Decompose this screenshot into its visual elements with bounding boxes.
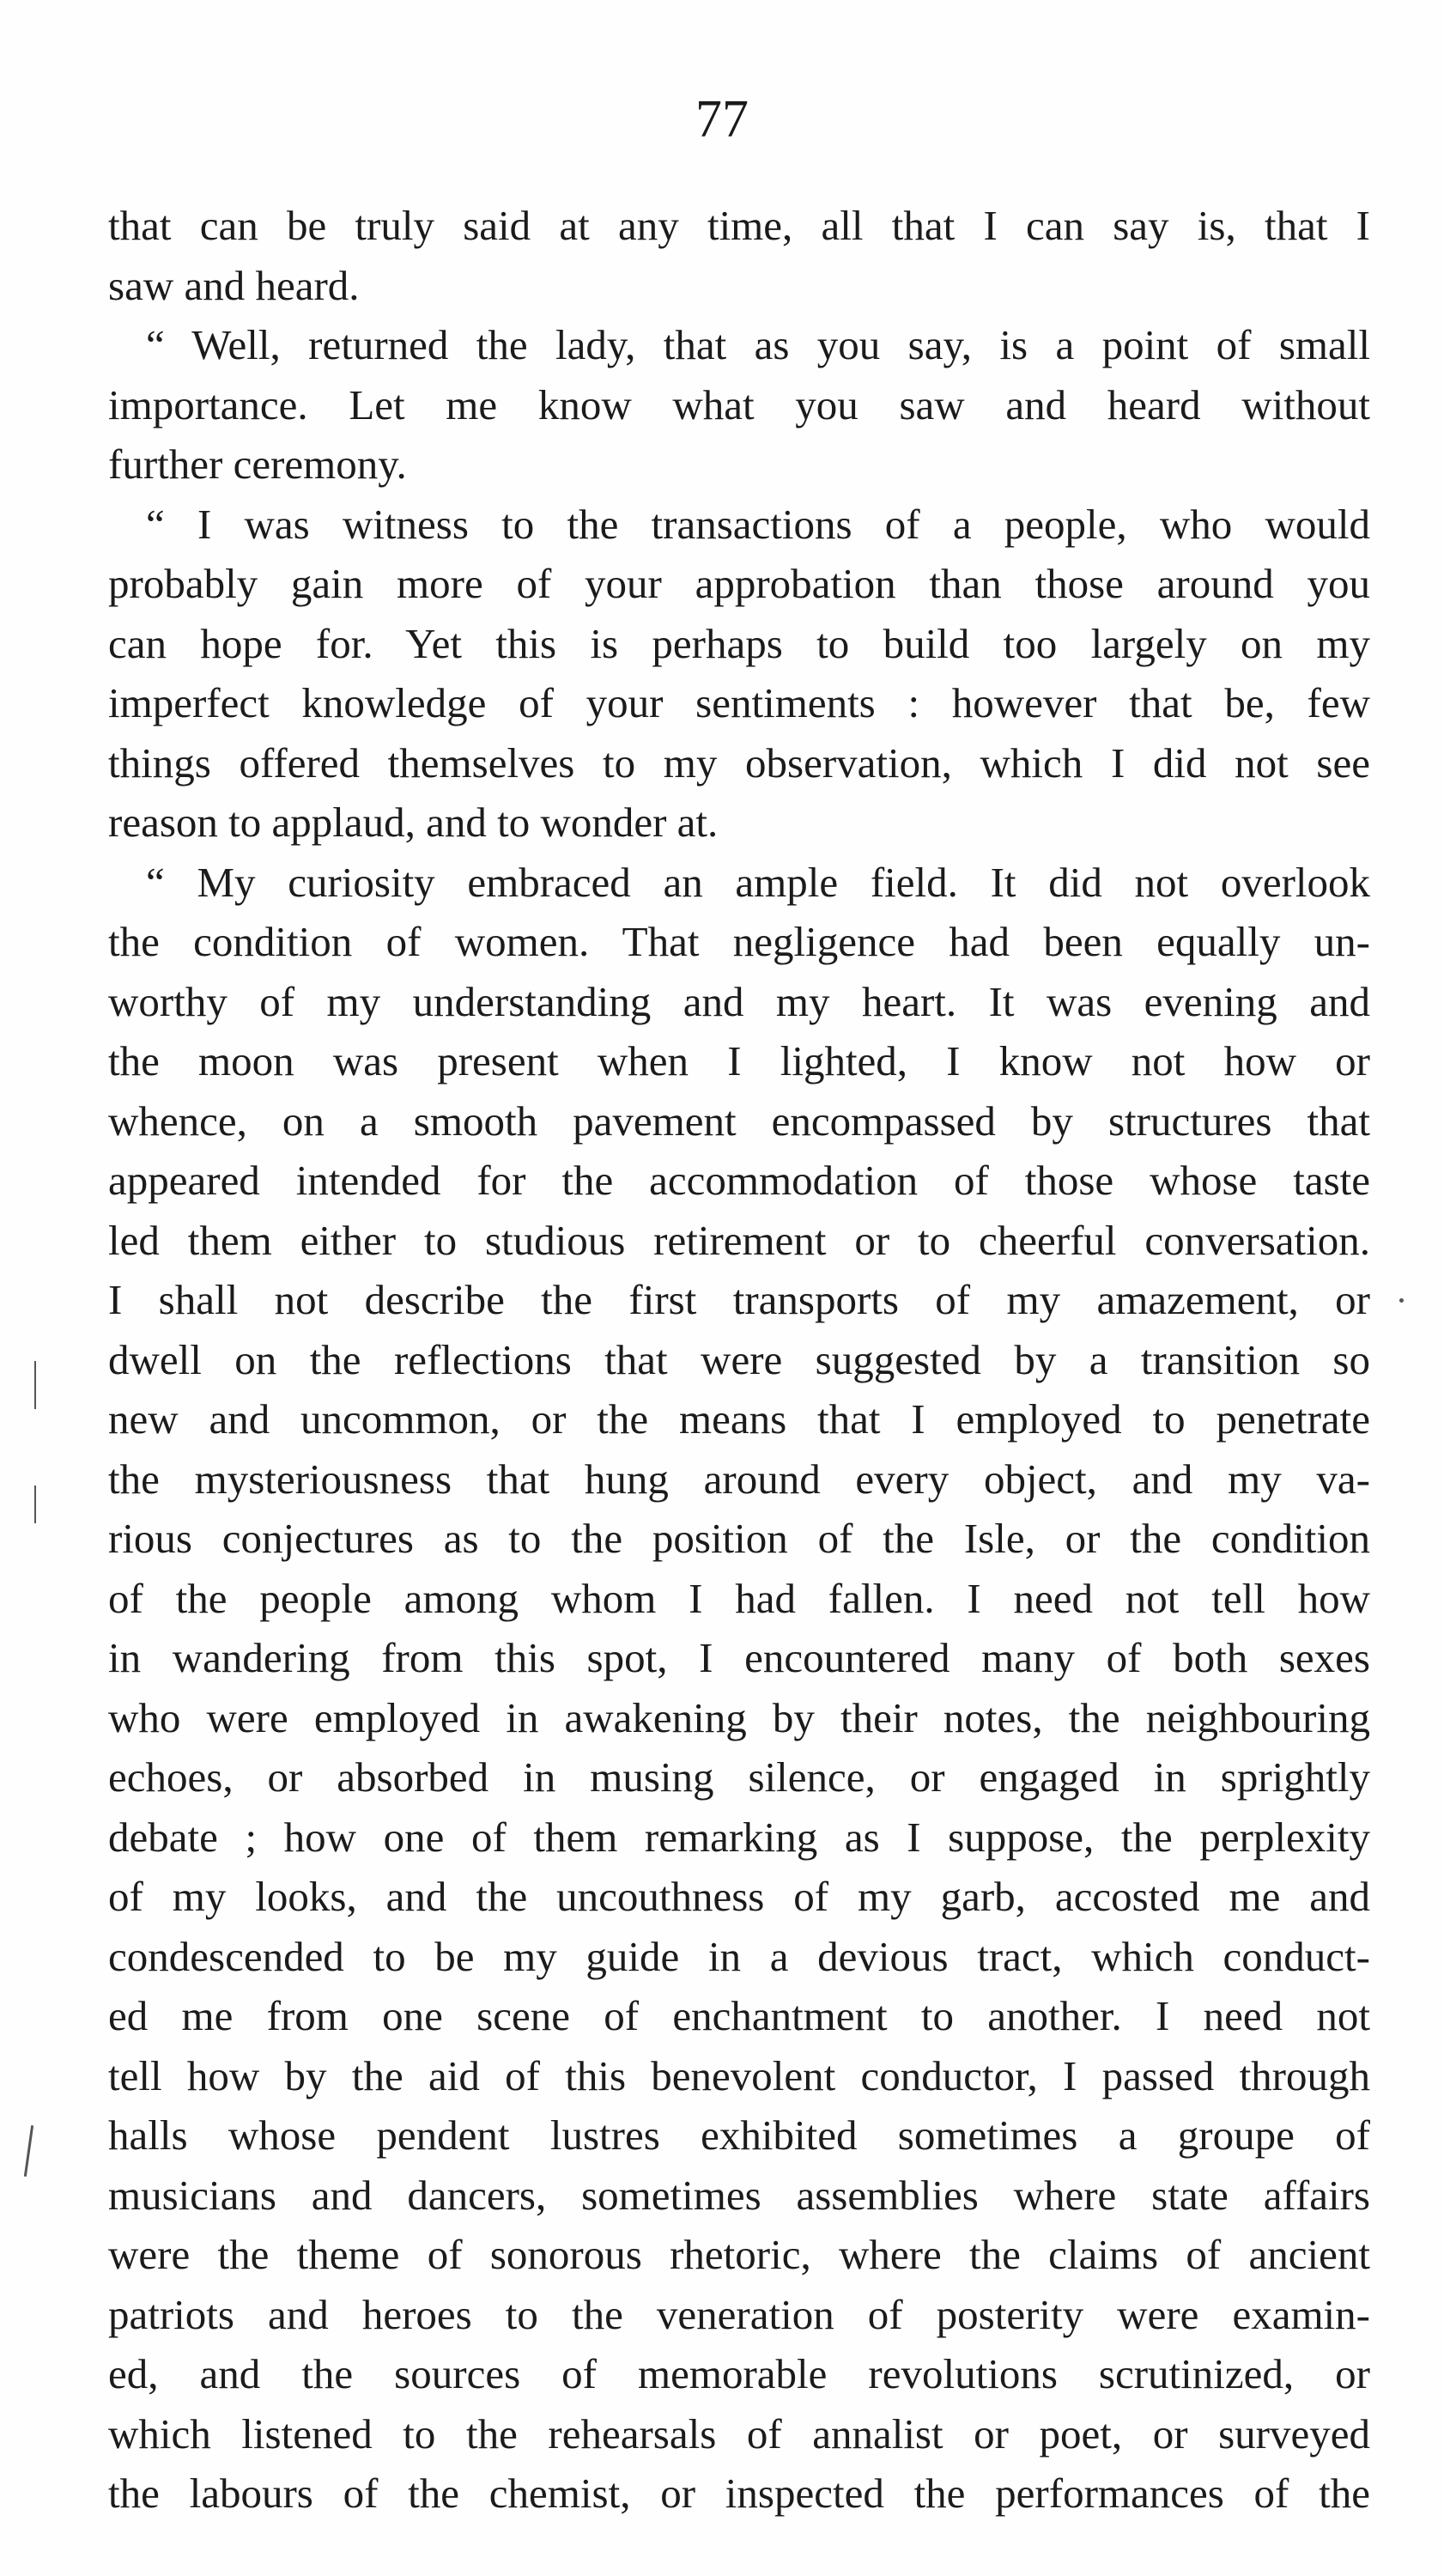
text-line: that can be truly said at any time, all that I can say is, that I (108, 202, 1370, 249)
text-line: the mysteriousness that hung around every object, and my va- (108, 1455, 1370, 1503)
text-line: I shall not describe the first transports of my amazement, or (108, 1276, 1370, 1323)
text-line: “ My curiosity embraced an ample field. It did not overlook (146, 858, 1370, 906)
text-line: importance. Let me know what you saw and heard without (108, 380, 1370, 428)
text-line: led them either to studious retirement or to cheerful conversation. (108, 1216, 1370, 1264)
margin-mark (34, 1485, 36, 1523)
margin-mark (24, 2125, 33, 2177)
text-line: rious conjectures as to the position of the Isle, or the condition (108, 1515, 1370, 1562)
text-line: probably gain more of your approbation than those around you (108, 560, 1370, 607)
text-line: saw and heard. (108, 261, 360, 309)
text-line: things offered themselves to my observation, which I did not see (108, 738, 1370, 787)
text-line: in wandering from this spot, I encountered many of both sexes (108, 1634, 1370, 1681)
text-line: worthy of my understanding and my heart. It was evening and (108, 977, 1370, 1025)
text-line: the condition of women. That negligence had been equally un- (108, 918, 1370, 965)
body-text (108, 196, 1370, 2524)
margin-mark (34, 1361, 36, 1409)
text-line: reason to applaud, and to wonder at. (108, 799, 719, 846)
text-line: imperfect knowledge of your sentiments : however that be, few (108, 679, 1370, 726)
text-line: musicians and dancers, sometimes assemblies where state affairs (108, 2171, 1370, 2219)
text-line: whence, on a smooth pavement encompassed by structures that (108, 1097, 1370, 1145)
text-line: were the theme of sonorous rhetoric, where the claims of ancient (108, 2231, 1370, 2278)
text-line: ed me from one scene of enchantment to another. I need not (108, 1992, 1370, 2039)
text-line: “ I was witness to the transactions of a people, who would (146, 500, 1370, 548)
text-line: condescended to be my guide in a devious tract, which conduct- (108, 1932, 1370, 1980)
text-line: patriots and heroes to the veneration of posterity were examin- (108, 2290, 1370, 2338)
text-line: can hope for. Yet this is perhaps to build too largely on my (108, 619, 1370, 667)
text-line: of my looks, and the uncouthness of my garb, accosted me and (108, 1873, 1370, 1920)
page-number: 77 (695, 90, 749, 149)
margin-dot (1399, 1298, 1404, 1303)
text-line: debate ; how one of them remarking as I suppose, the perplexity (108, 1813, 1370, 1861)
text-line: tell how by the aid of this benevolent conductor, I passed through (108, 2051, 1370, 2099)
text-line: who were employed in awakening by their notes, the neighbouring (108, 1693, 1370, 1741)
text-line: dwell on the reflections that were suggested by a transition so (108, 1335, 1370, 1383)
text-line: new and uncommon, or the means that I employed to penetrate (108, 1395, 1370, 1443)
text-line: “ Well, returned the lady, that as you say, is a point of small (146, 321, 1370, 368)
text-line: of the people among whom I had fallen. I need not tell how (108, 1574, 1370, 1622)
text-line: halls whose pendent lustres exhibited sometimes a groupe of (108, 2111, 1370, 2159)
text-line: appeared intended for the accommodation of those whose taste (108, 1157, 1370, 1204)
text-line: ed, and the sources of memorable revolutions scrutinized, or (108, 2350, 1370, 2397)
text-line: echoes, or absorbed in musing silence, or engaged in sprightly (108, 1753, 1370, 1801)
text-line: the labours of the chemist, or inspected the performances of the (108, 2470, 1370, 2517)
text-line: which listened to the rehearsals of annalist or poet, or surveyed (108, 2409, 1370, 2458)
text-line: further ceremony. (108, 440, 407, 488)
text-line: the moon was present when I lighted, I know not how or (108, 1037, 1370, 1084)
